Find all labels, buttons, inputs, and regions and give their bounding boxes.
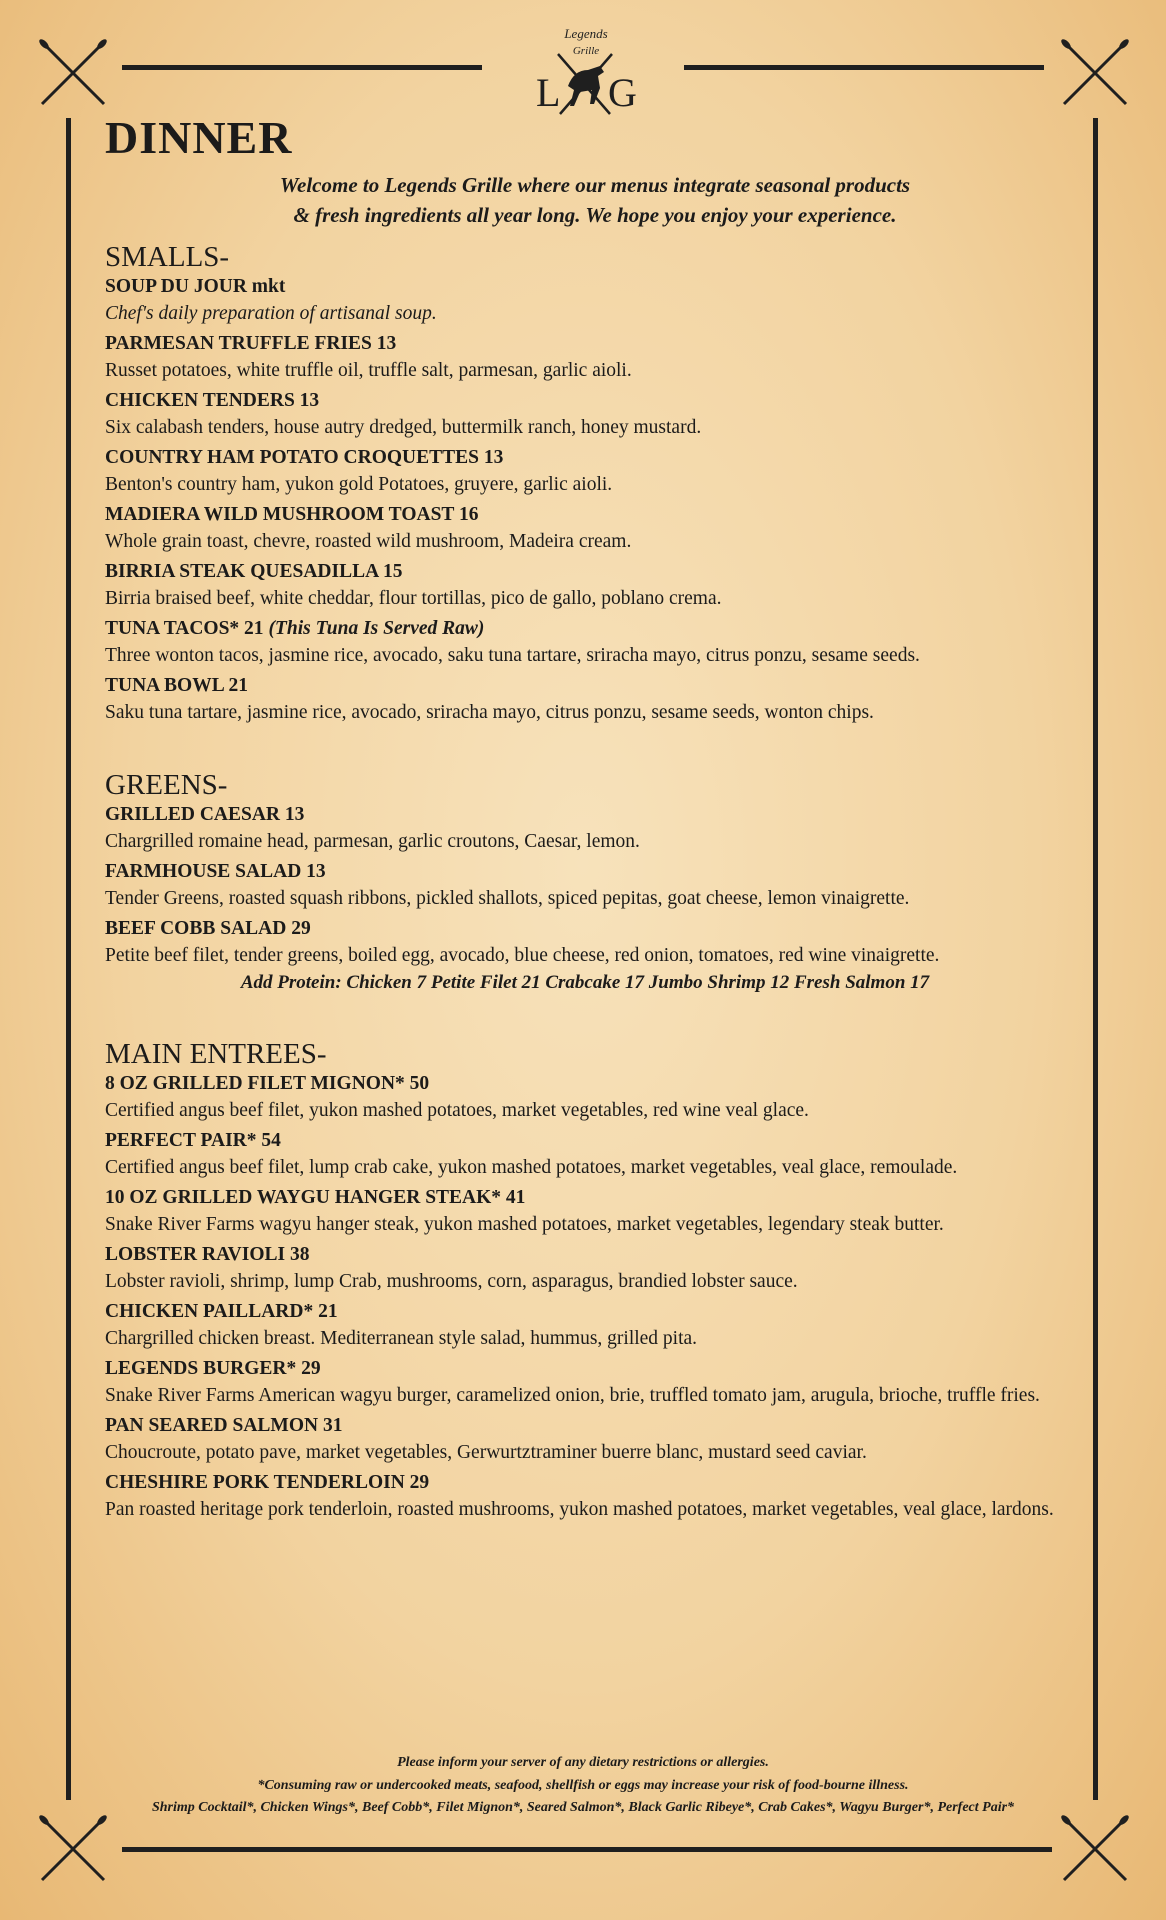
crossed-utensils-icon: [1058, 1812, 1132, 1886]
menu-item-desc: Pan roasted heritage pork tenderloin, roasted mushrooms, yukon mashed potatoes, market vegetables, veal glace, lardons.: [105, 1499, 1054, 1520]
raw-tuna-note: (This Tuna Is Served Raw): [268, 618, 485, 639]
menu-item-desc: Certified angus beef filet, lump crab cake, yukon mashed potatoes, market vegetables, veal glace, remoulade.: [105, 1157, 958, 1178]
logo-ampersand: &: [580, 96, 588, 107]
menu-item-desc: Snake River Farms American wagyu burger, caramelized onion, brie, truffled tomato jam, arugula, brioche, truffle fries.: [105, 1385, 1040, 1406]
menu-item-desc: Benton's country ham, yukon gold Potatoes, gruyere, garlic aioli.: [105, 474, 613, 495]
menu-item-name: PERFECT PAIR* 54: [105, 1130, 281, 1151]
menu-item-desc: Chargrilled romaine head, parmesan, garlic croutons, Caesar, lemon.: [105, 831, 640, 852]
right-border: [1093, 118, 1098, 1800]
menu-item-desc: Six calabash tenders, house autry dredged, buttermilk ranch, honey mustard.: [105, 417, 702, 438]
menu-item-desc: Chargrilled chicken breast. Mediterranean style salad, hummus, grilled pita.: [105, 1328, 698, 1349]
top-rule-left: [122, 65, 482, 70]
menu-item-name: FARMHOUSE SALAD 13: [105, 861, 326, 882]
menu-item-desc: Saku tuna tartare, jasmine rice, avocado, sriracha mayo, citrus ponzu, sesame seeds, wonton chips.: [105, 702, 874, 723]
menu-item-desc: Choucroute, potato pave, market vegetables, Gerwurtztraminer buerre blanc, mustard seed caviar.: [105, 1442, 867, 1463]
welcome-line-1: Welcome to Legends Grille where our menus integrate seasonal products: [279, 173, 911, 197]
entrees-list: [105, 1071, 1065, 1523]
menu-item-desc: Whole grain toast, chevre, roasted wild mushroom, Madeira cream.: [105, 531, 632, 552]
menu-item-desc: Certified angus beef filet, yukon mashed potatoes, market vegetables, red wine veal glace.: [105, 1100, 809, 1121]
menu-item-name: GRILLED CAESAR 13: [105, 804, 305, 825]
menu-item-desc: Three wonton tacos, jasmine rice, avocado, saku tuna tartare, sriracha mayo, citrus ponzu, sesame seeds.: [105, 645, 920, 666]
menu-item-name: CHICKEN TENDERS 13: [105, 390, 320, 411]
menu-item-name: LEGENDS BURGER* 29: [105, 1358, 321, 1379]
menu-item-name-text: TUNA TACOS* 21: [105, 618, 264, 639]
section-heading-greens: GREENS-: [105, 769, 228, 801]
menu-item-name: SOUP DU JOUR mkt: [105, 276, 286, 297]
menu-item-desc: Chef's daily preparation of artisanal soup.: [105, 303, 437, 324]
welcome-line-2: & fresh ingredients all year long. We hope you enjoy your experience.: [293, 203, 897, 227]
logo-letter-l: L: [536, 70, 561, 115]
menu-item-name: 10 OZ GRILLED WAYGU HANGER STEAK* 41: [105, 1187, 526, 1208]
menu-item-name: BEEF COBB SALAD 29: [105, 918, 311, 939]
menu-item-desc: Snake River Farms wagyu hanger steak, yukon mashed potatoes, market vegetables, legendary steak butter.: [105, 1214, 944, 1235]
section-heading-entrees: MAIN ENTREES-: [105, 1038, 327, 1070]
section-heading-smalls: SMALLS-: [105, 241, 230, 273]
footer-raw-items: Shrimp Cocktail*, Chicken Wings*, Beef Cobb*, Filet Mignon*, Seared Salmon*, Black Garlic Ribeye*, Crab Cakes*, Wagyu Burger*, Perfect Pair*: [151, 1800, 1015, 1815]
logo-script-grille: Grille: [572, 45, 600, 57]
smalls-list: [105, 274, 1065, 726]
menu-item-desc: Petite beef filet, tender greens, boiled egg, avocado, blue cheese, red onion, tomatoes, red wine vinaigrette.: [105, 945, 940, 966]
menu-item-name: [105, 616, 1065, 642]
menu-item-desc: Tender Greens, roasted squash ribbons, pickled shallots, spiced pepitas, goat cheese, lemon vinaigrette.: [105, 888, 910, 909]
top-rule-right: [684, 65, 1044, 70]
menu-item-desc: Russet potatoes, white truffle oil, truffle salt, parmesan, garlic aioli.: [105, 360, 632, 381]
crossed-utensils-icon: [36, 36, 110, 110]
bottom-rule: [122, 1847, 1052, 1852]
menu-item-desc: Lobster ravioli, shrimp, lump Crab, mushrooms, corn, asparagus, brandied lobster sauce.: [105, 1271, 798, 1292]
menu-item-name: PAN SEARED SALMON 31: [105, 1415, 343, 1436]
menu-item-name: TUNA BOWL 21: [105, 675, 249, 696]
left-border: [66, 118, 71, 1800]
crossed-utensils-icon: [36, 1812, 110, 1886]
menu-item-name: LOBSTER RAVIOLI 38: [105, 1244, 310, 1265]
menu-body: [105, 112, 1065, 1527]
footer-allergy-note: Please inform your server of any dietary restrictions or allergies.: [397, 1755, 769, 1770]
menu-item-name: 8 OZ GRILLED FILET MIGNON* 50: [105, 1073, 430, 1094]
add-protein-line: Add Protein: Chicken 7 Petite Filet 21 Crabcake 17 Jumbo Shrimp 12 Fresh Salmon 17: [240, 972, 930, 993]
menu-item-name: CHICKEN PAILLARD* 21: [105, 1301, 338, 1322]
page-title: DINNER: [105, 112, 293, 163]
menu-item-name: CHESHIRE PORK TENDERLOIN 29: [105, 1472, 430, 1493]
menu-item-name: PARMESAN TRUFFLE FRIES 13: [105, 333, 397, 354]
crossed-utensils-icon: [1058, 36, 1132, 110]
greens-list: [105, 802, 1065, 997]
menu-item-name: MADIERA WILD MUSHROOM TOAST 16: [105, 504, 479, 525]
logo-script-legends: Legends: [564, 26, 608, 41]
menu-item-name: BIRRIA STEAK QUESADILLA 15: [105, 561, 403, 582]
menu-item-name: COUNTRY HAM POTATO CROQUETTES 13: [105, 447, 504, 468]
footer-raw-warning: *Consuming raw or undercooked meats, seafood, shellfish or eggs may increase your risk of food-bourne illness.: [257, 1778, 909, 1793]
menu-item-desc: Birria braised beef, white cheddar, flour tortillas, pico de gallo, poblano crema.: [105, 588, 722, 609]
logo-letter-g: G: [608, 70, 637, 115]
legends-grille-logo: [528, 24, 638, 118]
